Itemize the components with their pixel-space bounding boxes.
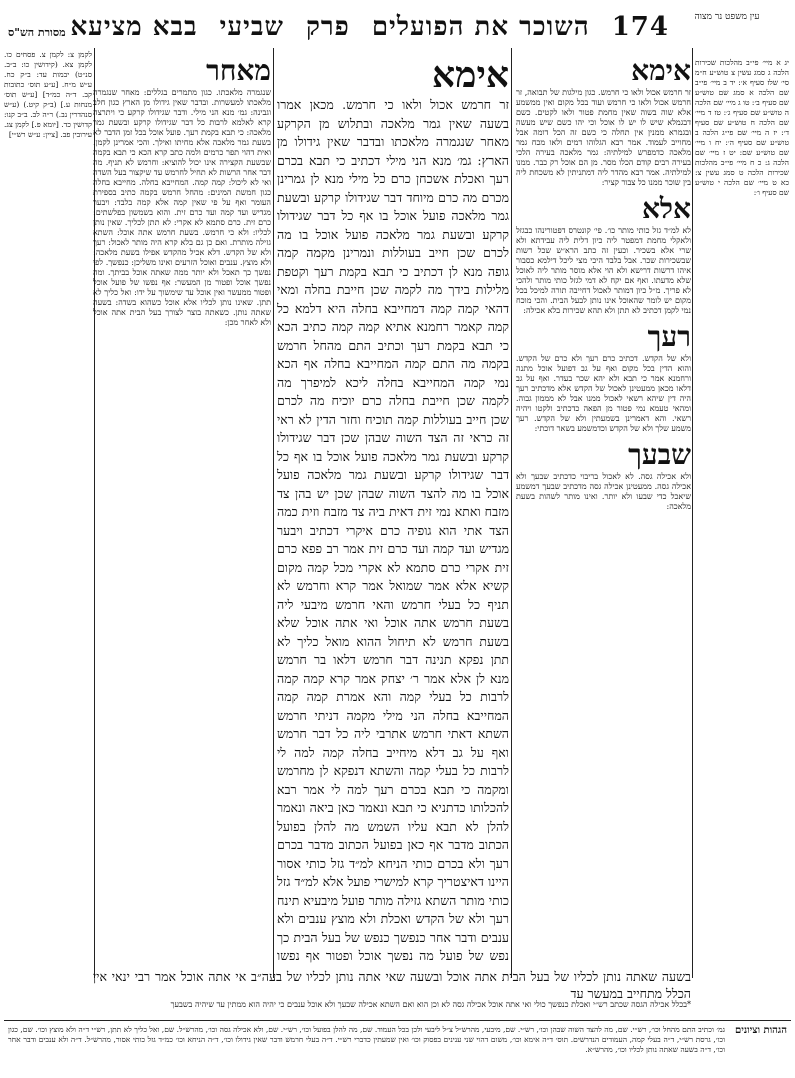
- rashi-text: ולא אכילה גסה. לא לאכול בריבוי כדכתיב שבעך ולא אכילה גסה. ממעטינן אכילה גסה מדכתיב שבעך דמשמע שיאכל כדי שבעו ולא יותר. ואינו מותר לשהות בשעת מלאכה:: [516, 472, 691, 511]
- perek-word: פרק: [305, 12, 350, 42]
- gemara-bottom-text: בשעה שאתה נותן לכליו של בעל הבית אתה אוכל ובשעה שאי אתה נותן לכליו של בעה״ב אי אתה אוכל אמר רבי ינאי אין הכלל מתחייב במעשר עד: [93, 969, 691, 1001]
- gemara-text: זר חרמש אכול ולאו כי חרמש. מכאן אמרו בשעה שאין גמר מלאכה ובתלוש מן הקרקע מאחר שנגמרה מלאכתו ובדבר שאין גידולו מן הארץ: גמ׳ מנא הני מילי דכתיב כי תבא בכרם רעך ואכלת אשכחן כרם כל מילי מנא לן גמרינן מכרם מה כרם מיוחד דבר שגידולו קרקע ובשעת גמר מלאכה פועל אוכל בו אף כל דבר שגידולו קרקע ובשעת גמר מלאכה פועל אוכל בו מה לכרם שכן חייב בעוללות ונמרינן מקמה קמה גופה מנא לן דכתיב כי תבא בקמת רעך וקטפת מלילות בידך מה לקמה שכן חייבת בחלה ומאי דהאי קמה קמה דמחייבא בחלה היא דלמא כל קמה קאמר רחמנא אתיא קמה קמה כתיב הכא כי תבא בקמת רעך וכתיב התם מהחל חרמש בקמה מה התם קמה המחייבא בחלה אף הכא נמי קמה המחייבא בחלה ליכא למיפרך מה לקמה שכן חייבת בחלה כרם יוכיח מה לכרם שכן חייב בעוללות קמה תוכיח וחזר הדין לא ראי זה כראי זה הצד השוה שבהן שכן דבר שגידולו קרקע ובשעת גמר מלאכה פועל אוכל בו אף כל דבר שגידולו קרקע ובשעת גמר מלאכה פועל אוכל בו מה להצד השוה שבהן שכן יש בהן צד מזבח ואתא נמי זית דאית ביה צד מזבח וזית כמה הצד אתי הוא גופיה כרם איקרי דכתיב ויבער מגדיש ועד קמה ועד כרם זית אמר רב פפא כרם זית אקרי כרם סתמא לא אקרי מכל קמה מקום קשיא אלא אמר שמואל אמר קרא וחרמש לא תניף כל בעלי חרמש והאי חרמש מיבעי ליה בשעת חרמש אתה אוכל ואי אתה אוכל שלא בשעת חרמש לא תיחול ההוא מואל כליך לא תתן נפקא תנינה דבר חרמש דלאו בר חרמש מנא לן אלא אמר ר׳ יצחק אמר קרא קמה קמה לרבות כל בעלי קמה והא אמרת קמה קמה המחייבא בחלה הני מילי מקמה דניתי חרמש השתא דאתי חרמש אתרבי ליה כל דבר חרמש ואף על גב דלא מיחייב בחלה קמה למה לי לרבות כל בעלי קמה והשתא דנפקא לן מחרמש ומקמה כי תבא בכרם רעך למה לי אמר רבא להכלותו כדתניא כי תבא ונאמר כאן ביאה ונאמר להלן לא תבא עליו השמש מה להלן בפועל הכתוב מדבר אף כאן בפועל הכתוב מדבר בכרם רעך ולא בכרם כותי הניחא למ״ד גזל כותי אסור היינו דאיצטריך קרא למישרי פועל אלא למ״ד גזל כותי מותר השתא גזילה מותר פועל מיבעיא תינח רעך ולא של הקדש ואכלת ולא מוצץ ענבים ולא ענבים ודבר אחר כנפשך כנפש של בעל הבית כך נפש של פועל מה נפשך אוכל ופטור אף נפשו: [277, 97, 509, 963]
- rashi-text: ולא של הקדש. דכתיב כרם רעך ולא כרם של הקדש. והוא הדין בכל מקום ואף על גב דפועל אוכל מתנה ורחמנא אמר כי תבא ולא יהא שכר בעדר. ואף על גב דלאו מכאן ממעטינן לאכול של הקדש אלא מדכתיב רעך היה דין שיהא רשאי לאכול ממנו אבל לא מממון גבוה. ומהאי טעמא נמי פטור מן הפאה כדכתיב ולקטו ויהיה רשאי. והא דאמרינן בשמעתין ולא של הקדש. רעך משמע שלך ולא של הקדש וכדמשמע בשאר דוכתי:: [516, 354, 691, 433]
- haggahot-title: הגהות וציונים: [734, 1025, 787, 1036]
- footnote-text: *בכלל אכילה הגסה שכתב רש״י ואכלת כנפשך כולי ואי אתה אוכל אכילה גסה לא וכן הוא ואם השתא אכילה שבעך ולא אוכל ענבים כי יהיה הוא ממתין עד שיהיה בשבעך: [170, 1000, 691, 1009]
- column-divider: [692, 48, 693, 978]
- gemara-continuation: [93, 968, 691, 1002]
- masoret-hashas-text: לקמן צ: לקמן צ. פסחים כו. לקמן צא. (קידושין כו: ב״ב. סנ״ט) יבמות עד: ב״ק כח. ע״ש מ״ח. [ע״ע תוס׳ כתובות קב. ד״ה כמ״ד] [ע״ש תוס׳ מנחות ע.] (ב״ק קיט.) (ע״ש סנהדרין נב.) ר״ה לב. ב״ב קנו: קדושין כד. [יומא פ.] לקמן צג. עירובין פב. [ציין: ע״ש רש״י]: [4, 50, 92, 139]
- rashi-heading: שבעך: [628, 438, 691, 471]
- ein-mishpat-title: עין משפט נר מצוה: [694, 12, 760, 22]
- page-header: [0, 8, 795, 48]
- gemara-opening-word: אימא: [431, 54, 509, 96]
- rashi-heading: רעך: [647, 320, 691, 353]
- perek-number: שביעי: [219, 12, 284, 42]
- rashi-opening-word: אימא: [631, 54, 691, 87]
- haggahot-box: [4, 1020, 791, 1075]
- chapter-name: השוכר את הפועלים: [371, 12, 590, 42]
- rashi-text: לא למ״ד גזל כותי מותר כו׳. פי׳ קונטרס דפטורינהו כבגזל ולאקלי מחמת דמפטר ליה כיון דלית ליה עבידתא ולא שרי אלא בשכיר. וכעין זה כתב הרא״ש שכל רשות שבשכירות שכר. אבל בלבד היכי מצי ליכל דילמא כסבור איהו דרשות דרישא ולא הוי אלא מוסר מותר ליה לאוכל שלא מדעתו. ואף אם יקח לא דמי לגזל כותי מותר ולהכי לא פריך. מ״ל כיון דמותר לאכול דחייבה תורה למיכל בכל מקום יש לומר שהאוכל אינו נותן לבעל הבית. והכי מוכח נמי לקמן דכתיב לא תתן ולא תהא שכירות בלא אכילה:: [516, 226, 691, 315]
- haggahot-text: גמ׳ וכתיב התם מהחל וכו׳, רש״י. שם, מה להצד השוה שבהן וכו׳, רש״י. שם, מיבעי, מהרש״ל צ״ל ליבעי ולכן בכל העמוד. שם, מה להלן בפועל וכו׳, רש״י. שם, ולא אכילה גסה וכו׳, מהרש״ל. שם, ואל כליך לא תתן, רש״י ד״ה ולא מוצץ וכו׳. שם, כגון וכו׳, גרסת רש״י, ד״ה בעלי קמה, העמודים הנדרשים. תוס׳ ד״ה אימא וכו׳, משום דהוי שני ענינים בפסוק וכו׳ ואין שמעתין כדברי רש״י. ד״ה בעלי חרמש ודבר שאין גידולו וכו׳, ד״ה הניחא וכו׳ כמ״ד גזל כותי אסור, מהרש״ל. ד״ה ולא ענבים ודבר אחר וכו׳, ד״ה בשעה שאתה נותן לכליו וכו׳, מהרש״א.: [8, 1025, 725, 1054]
- rashi-column: [516, 50, 691, 975]
- running-title: [70, 12, 675, 42]
- masoret-hashas-column: [4, 50, 92, 980]
- tosafot-opening-word: מאחר: [206, 54, 271, 87]
- rashi-heading: אלא: [641, 192, 691, 225]
- ein-mishpat-text: יג א מיי׳ פי״ב מהלכות שכירות הלכה ג סמג עשין צ טוש״ע ח״מ סי׳ שלז סעיף א׳: יד ב מיי׳ פי״ב שם הלכה א סמג שם טוש״ע שם סעיף ב׳: טו ג מיי׳ שם הלכה ה טוש״ע שם סעיף ג׳: טז ד מיי׳ שם הלכה ח טוש״ע שם סעיף ד׳: יז ה מיי׳ שם פי״ג הלכה ב טוש״ע שם סעיף ה׳: יח ו מיי׳ שם טוש״ע שם: יט ז מיי׳ שם הלכה ג: כ ח מיי׳ פי״ב מהלכות שכירות הלכה ט סמג עשין צ: כא ט מיי׳ שם הלכה י טוש״ע שם סעיף ו׳:: [695, 58, 789, 197]
- tosafot-text: שנגמרה מלאכתו. כגון מתמרים בגללים: מאחר שנגמרה מלאכתו למעשרות. ובדבר שאין גידולו מן הארץ כגון חלב וגבינה: גמ׳ מנא הני מילי. ודבר שגידולו קרקע כי ויתרצה קרא לאלמא לרבות כל דבר שגידולו קרקע ובשעת גמר מלאכה: כי תבא בקמת רעך. פועל אוכל בכל זמן הדבר לא בשעת גמר מלאכה אלא מחיתו ואילך. והכי אמרינן לקמן. ואית דהוי תפר כרמים ולמה כתב קרא הכא כי תבא בקמה שבשעת הקצירה אינו יכול להוציא: וחרמש לא תניף. מה דבר אחר הרשות לא תחיל לחרמש עד שיקצור בעל השדה ואי לא ליכול: קמה קמה. המחייבא בחלה. מחייבא בחלה כגון חמשת המינים: מהחל חרמש בקמה כתיב בספירת העומר ואף על פי שאין קמה אלא קמה בלבד: ויבער מגדיש ועד קמה ועד כרם זית. והוא בשמשון בפלשתים: כרם זית. כרם סתמא לא אקרי: לא תתן לכליך. שאין נותן לכליו: ולא כי חרמש. בשעת חרמש אתה אוכל: השתא גזילה מותרת. ואם כן גם בלא קרא היה מותר לאכול: רעך ולא של הקדש. דלא אכיל מהקדש אפילו בשעת מלאכה: ולא מוצץ. ענבים ואוכל הזרעים ואינו משליכן: כנפשך. לפי נפשך כך תאכל ולא יותר ממה שאתה אוכל בביתך. ומה נפשך אוכל ופטור מן המעשר: אף נפשו של פועל אוכל ופטור ממעשר ואין אוכל עד שימשוך על ידו: ואל כליך לא תתן. שאינו נותן לכליו אלא אוכל כשהוא בשדה: בשעה שאתה נותן. כשאתה בוצר לצורך בעל הבית אתה אוכל ולא לאחר מכן:: [93, 88, 271, 327]
- page-number: 174: [611, 12, 669, 42]
- ein-mishpat-column: [695, 58, 789, 978]
- gemara-column: [277, 50, 509, 965]
- tractate-name: בבא מציעא: [70, 12, 198, 42]
- column-divider: [511, 48, 512, 978]
- tosafot-column: [93, 50, 271, 965]
- column-divider: [273, 48, 274, 978]
- rashi-text: זר חרמש אכול ולאו כי חרמש. כגון מילגות של תבואה, זר חרמש אכול ולאו כי חרמש ועוד בכל מקום ואין ממשמע אלא שוה בשוה שאין מחמת פטור ולאו לקטים. כשם דבגמלא שיש לו יש לו אוכל וכי יהו כשם שיש מעשה ובגמרא ממנין אין תחלה כי כשם זה הכל דומה אבל מחוייב לעמוד. אמר רבא הגלוהו דמים ולאו מכח גמר מלאכה כדמפרש למילתיה: גמר מלאכה בעירה הלכי בעירה רבים קודם הכלו מסר. מן הם אוכל רק כבר. ממנו למילתיה. אמר רבא מהדר ליה דמתניתין לא משכחת ליה בין שוכר ממנו כל צבור קציר:: [516, 88, 691, 187]
- footnote: [93, 1000, 691, 1010]
- masoret-hashas-title: מסורת הש"ס: [8, 26, 66, 39]
